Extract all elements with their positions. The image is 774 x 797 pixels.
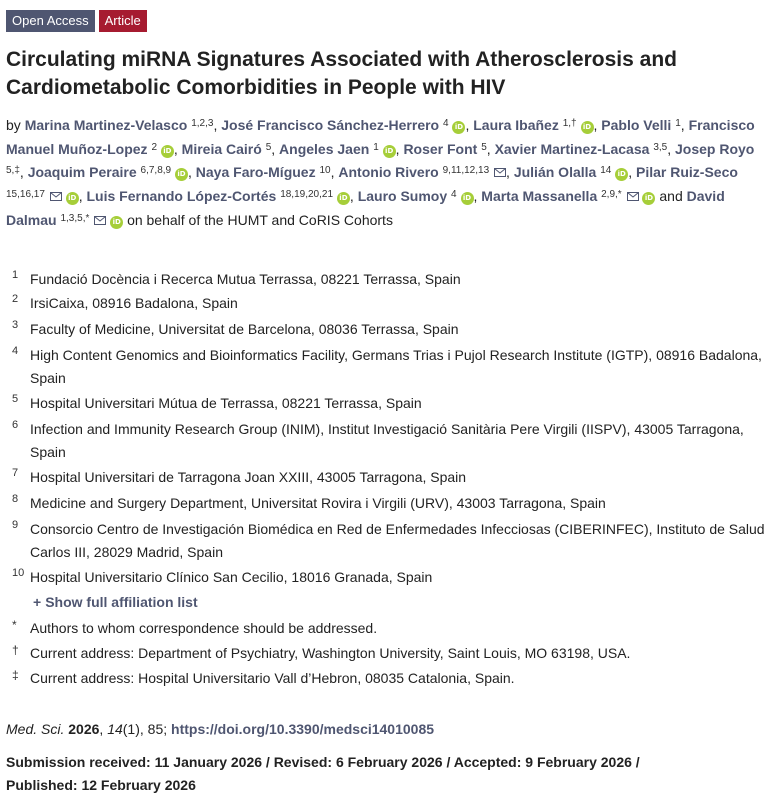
affiliation-item [6, 566, 774, 589]
author-affiliation-sup: 5 [481, 141, 487, 153]
author-affiliation-sup: 4 [443, 118, 449, 129]
plus-icon: + [33, 594, 42, 610]
citation-volume: 14 [107, 721, 123, 737]
affiliation-text: Fundació Docència i Recerca Mutua Terrassa, 08221 Terrassa, Spain [30, 271, 461, 287]
affiliation-text: Consorcio Centro de Investigación Biomédica en Red de Enfermedades Infecciosas (CIBERINFEC), Instituto de Salud Carlos III, 28029 Madrid, Spain [30, 521, 765, 560]
article-type-badge: Article [99, 10, 147, 32]
author-affiliation-sup: 9,11,12,13 [442, 165, 490, 177]
author-name[interactable]: Naya Faro-Míguez [195, 164, 316, 181]
author-affiliation-sup: 6,7,8,9 [140, 165, 172, 177]
orcid-icon[interactable]: iD [337, 192, 350, 205]
citation-line: Med. Sci. 2026, 14(1), 85; https://doi.org/10.3390/medsci14010085 [6, 721, 435, 737]
dates-line-2: Published: 12 February 2026 [6, 777, 196, 793]
affiliation-text: Medicine and Surgery Department, Universitat Rovira i Virgili (URV), 43003 Tarragona, Spain [30, 495, 606, 511]
affiliation-item [6, 392, 774, 415]
author-list: by Marina Martinez-Velasco $^{1,2,3}$, José Francisco Sánchez-Herrero $^4$ iD , Laura Ibañez $^{1,\dagger}$ iD , Pablo Velli $^1$, Francisco Manuel Muñoz-Lopez $^2$ iD , Mireia Cairó $^5$, Angeles Jaen $^1$ iD , Roser Font $^5$, Xavier Martinez-Lacasa $^{3,5}$, Josep Royo $^{5,\ddagger}$, Joaquim Peraire $^{6,7,8,9}$ iD , Naya Faro-Míguez $^{10}$, Antonio Rivero $^{9,11,12,13}$ , Julián Olalla $^{14}$ iD , Pilar Ruiz-Seco $^{15,16,17}$ iD , Luis Fernando López-Cortés $^{18,19,20,21}$ iD , Lauro Sumoy $^4$ iD , Marta Massanella $^{2,9,*}$ iD and David Dalmau $^{1,3,5,*}$ iD on behalf of the HUMT and CoRIS Cohorts [6, 117, 755, 228]
author-name[interactable]: Marta Massanella [481, 188, 598, 205]
author-affiliation-sup: 5,‡ [6, 165, 20, 177]
author-name[interactable]: Luis Fernando López-Cortés [86, 188, 277, 205]
affiliation-number: 5 [12, 393, 19, 405]
author-name[interactable]: Angeles Jaen [279, 140, 370, 157]
author-name[interactable]: Roser Font [403, 140, 478, 157]
author-affiliation-sup: 1 [373, 141, 379, 153]
note-mark: † [12, 643, 19, 657]
author-name[interactable]: Marina Martinez-Velasco [24, 117, 188, 133]
affiliation-text: Hospital Universitari Mútua de Terrassa, 08221 Terrassa, Spain [30, 395, 422, 411]
show-full-affiliations-button[interactable] [33, 591, 198, 613]
orcid-icon[interactable]: iD [642, 192, 655, 205]
author-affiliation-sup: 2 [151, 141, 157, 153]
author-affiliation-sup: 1,3,5,* [60, 212, 90, 224]
orcid-icon[interactable]: iD [110, 216, 123, 229]
affiliation-item [6, 492, 774, 515]
affiliation-text: Infection and Immunity Research Group (INIM), Institut Investigació Sanitària Pere Virgili (IISPV), 43005 Tarragona, Spain [30, 421, 744, 460]
author-note [6, 642, 774, 665]
and-word: and [659, 188, 683, 205]
affiliation-item [6, 466, 774, 489]
email-icon[interactable] [50, 185, 62, 194]
email-icon[interactable] [94, 209, 106, 218]
author-name[interactable]: Laura Ibañez [473, 117, 559, 133]
doi-link[interactable]: https://doi.org/10.3390/medsci14010085 [171, 721, 435, 737]
publication-dates [6, 751, 706, 797]
note-text: Current address: Hospital Universitario Vall d’Hebron, 08035 Catalonia, Spain. [30, 670, 515, 686]
author-affiliation-sup: 10 [319, 165, 331, 177]
affiliation-number: 4 [12, 345, 19, 357]
affiliation-text: Faculty of Medicine, Universitat de Barcelona, 08036 Terrassa, Spain [30, 321, 459, 337]
orcid-icon[interactable]: iD [452, 121, 465, 134]
author-name[interactable]: Pablo Velli [601, 117, 672, 133]
citation-issue-pages: (1), 85; [122, 721, 168, 737]
affiliation-text: High Content Genomics and Bioinformatics Facility, Germans Trias i Pujol Research Institute (IGTP), 08916 Badalona, Spain [30, 347, 762, 386]
note-mark: * [12, 618, 17, 632]
affiliation-item [6, 518, 774, 564]
affiliation-item [6, 418, 774, 464]
author-affiliation-sup: 5 [265, 141, 272, 153]
author-name[interactable]: Mireia Cairó [181, 140, 262, 157]
affiliation-number: 7 [12, 467, 19, 479]
author-name[interactable]: Joaquim Peraire [27, 164, 137, 181]
author-affiliation-sup: 1,† [562, 118, 577, 129]
affiliation-number: 9 [12, 519, 19, 531]
orcid-icon[interactable]: iD [175, 168, 188, 181]
affiliation-number: 3 [12, 319, 19, 331]
show-full-label: Show full affiliation list [45, 594, 198, 610]
journal-name: Med. Sci. [6, 721, 65, 737]
citation-year: 2026 [68, 721, 100, 737]
affiliation-number: 2 [12, 293, 19, 305]
affiliation-text: Hospital Universitari de Tarragona Joan XXIII, 43005 Tarragona, Spain [30, 469, 467, 485]
affiliation-item [6, 344, 774, 390]
byline-prefix: by [6, 117, 21, 133]
author-note [6, 667, 774, 690]
author-affiliation-sup: 1,2,3 [191, 118, 214, 129]
article-title: Circulating miRNA Signatures Associated with Atherosclerosis and Cardiometabolic Comorbidities in People with HIV [6, 48, 677, 99]
author-note [6, 617, 774, 640]
author-name[interactable]: Antonio Rivero [338, 164, 439, 181]
orcid-icon[interactable]: iD [461, 192, 474, 205]
affiliation-text: IrsiCaixa, 08916 Badalona, Spain [30, 295, 238, 311]
affiliation-number: 8 [12, 493, 19, 505]
on-behalf-text: on behalf of the HUMT and CoRIS Cohorts [127, 211, 393, 228]
author-name[interactable]: Pilar Ruiz-Seco [636, 164, 738, 181]
dates-line-1: Submission received: 11 January 2026 / Revised: 6 February 2026 / Accepted: 9 February 2026 / [6, 754, 640, 770]
affiliation-number: 10 [12, 567, 25, 579]
author-name[interactable]: David Dalmau [6, 188, 725, 228]
badge-row [6, 10, 147, 32]
note-mark: ‡ [12, 668, 19, 682]
author-name[interactable]: José Francisco Sánchez-Herrero [221, 117, 440, 133]
affiliation-number: 1 [12, 269, 19, 281]
affiliation-item [6, 292, 774, 315]
note-text: Current address: Department of Psychiatry, Washington University, Saint Louis, MO 63198, USA. [30, 645, 631, 661]
affiliation-number: 6 [12, 419, 19, 431]
orcid-icon[interactable]: iD [66, 192, 79, 205]
author-affiliation-sup: 15,16,17 [6, 189, 45, 201]
author-name[interactable]: Xavier Martinez-Lacasa [494, 140, 650, 157]
affiliation-item [6, 318, 774, 341]
author-affiliation-sup: 1 [675, 118, 681, 129]
author-affiliation-sup: 2,9,* [601, 189, 622, 201]
orcid-icon[interactable]: iD [581, 121, 594, 134]
author-affiliation-sup: 18,19,20,21 [280, 189, 334, 201]
orcid-icon[interactable]: iD [615, 168, 628, 181]
email-icon[interactable] [494, 161, 506, 170]
affiliation-item [6, 268, 774, 291]
author-affiliation-sup: 4 [451, 189, 457, 201]
author-name[interactable]: Francisco Manuel Muñoz-Lopez [6, 117, 755, 157]
author-name[interactable]: Lauro Sumoy [357, 188, 448, 205]
author-name[interactable]: Julián Olalla [513, 164, 597, 181]
orcid-icon[interactable]: iD [383, 145, 396, 158]
open-access-badge[interactable]: Open Access [6, 10, 95, 32]
email-icon[interactable] [627, 185, 639, 194]
author-name[interactable]: Josep Royo [675, 140, 755, 157]
affiliation-text: Hospital Universitario Clínico San Cecilio, 18016 Granada, Spain [30, 569, 433, 585]
note-text: Authors to whom correspondence should be addressed. [30, 620, 378, 636]
author-affiliation-sup: 14 [600, 165, 612, 177]
author-affiliation-sup: 3,5 [653, 141, 668, 153]
orcid-icon[interactable]: iD [161, 145, 174, 158]
